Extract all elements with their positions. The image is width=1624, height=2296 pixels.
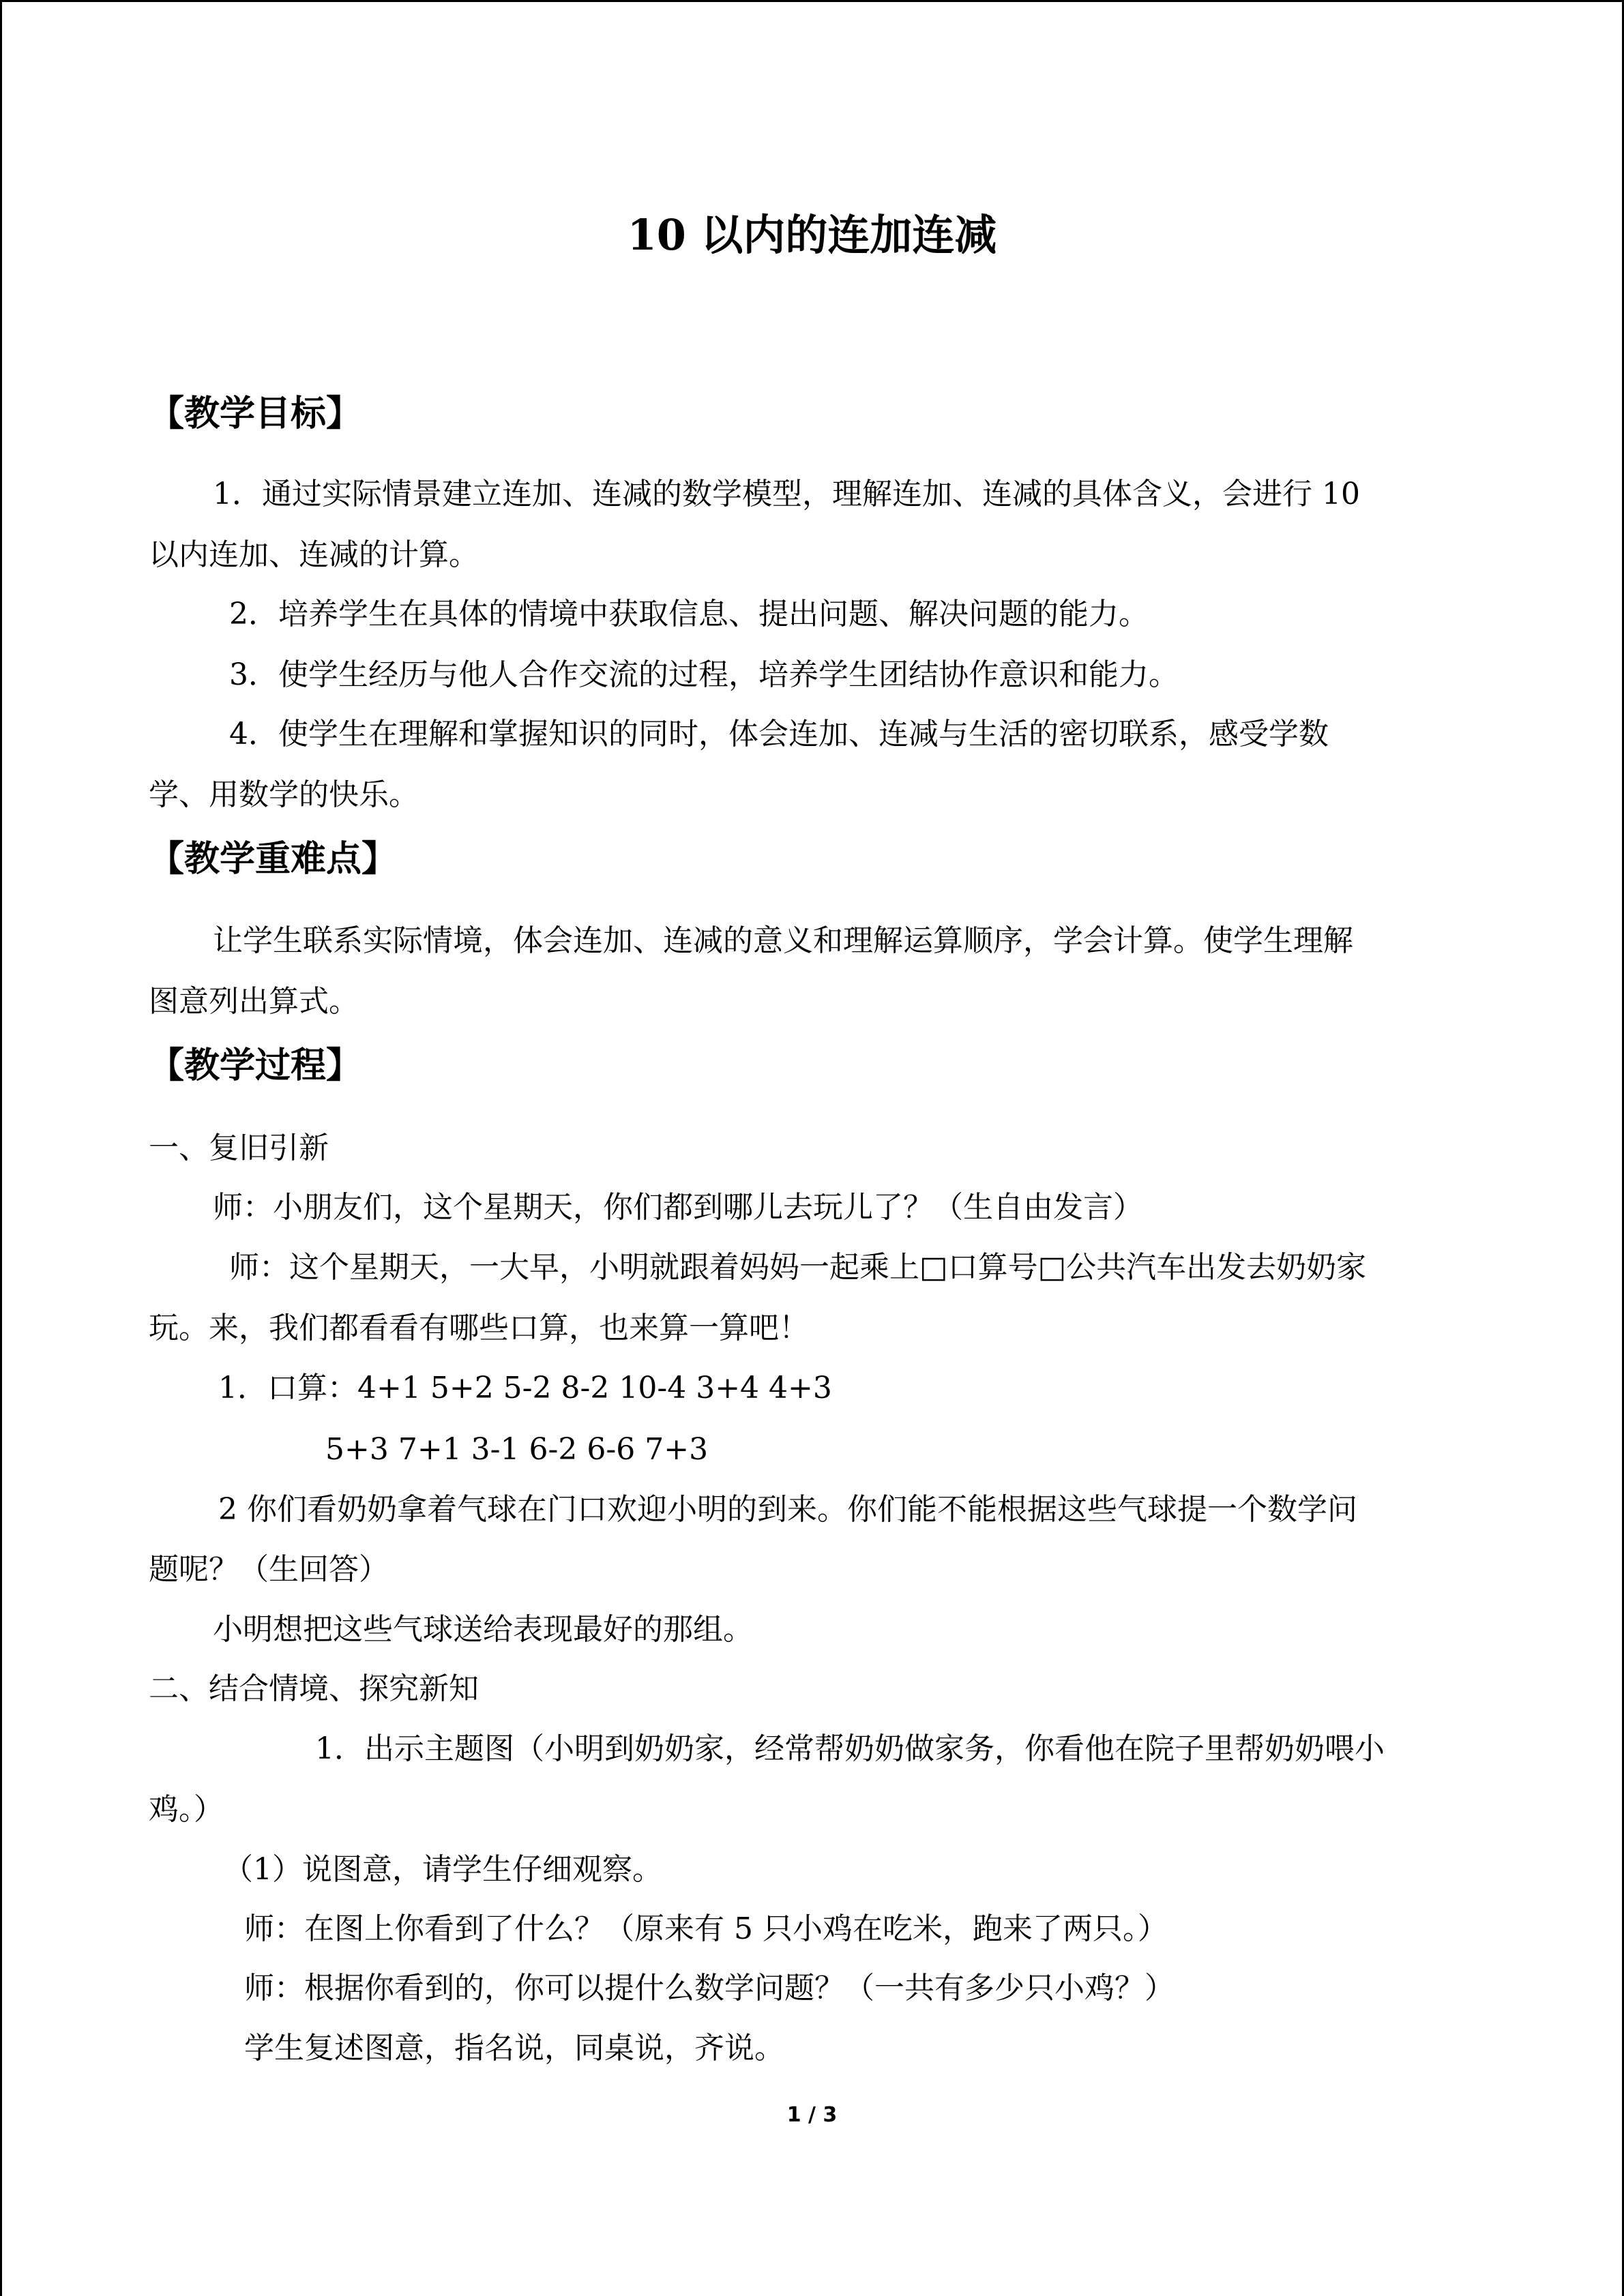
process-teacher-line-3: 师：在图上你看到了什么？（原来有 5 只小鸡在吃米，跑来了两只。） xyxy=(244,1911,1168,1946)
process-teacher-line-2b: 玩。来，我们都看看有哪些口算，也来算一算吧！ xyxy=(149,1311,809,1345)
process-section-1: 一、复旧引新 xyxy=(149,1131,329,1165)
process-retell-line: 学生复述图意，指名说，同桌说，齐说。 xyxy=(244,2031,784,2066)
key-points-line-1: 让学生联系实际情境，体会连加、连减的意义和理解运算顺序，学会计算。使学生理解 xyxy=(213,923,1353,958)
process-balloon-line: 小明想把这些气球送给表现最好的那组。 xyxy=(213,1612,753,1647)
process-teacher-line-2a: 师：这个星期天，一大早，小明就跟着妈妈一起乘上□口算号□公共汽车出发去奶奶家 xyxy=(229,1250,1367,1285)
process-section-2: 二、结合情境、探究新知 xyxy=(149,1671,479,1706)
page-border-top xyxy=(0,0,1624,2)
heading-process: 【教学过程】 xyxy=(149,1045,362,1086)
objective-2: 2．培养学生在具体的情境中获取信息、提出问题、解决问题的能力。 xyxy=(229,597,1149,631)
heading-key-points: 【教学重难点】 xyxy=(149,839,398,880)
objective-4-line-2: 学、用数学的快乐。 xyxy=(149,777,419,812)
process-teacher-line-1: 师：小朋友们，这个星期天，你们都到哪儿去玩儿了？（生自由发言） xyxy=(213,1190,1143,1225)
process-show-picture-line-1: 1．出示主题图（小明到奶奶家，经常帮奶奶做家务，你看他在院子里帮奶奶喂小 xyxy=(315,1731,1385,1766)
heading-objectives: 【教学目标】 xyxy=(149,393,362,434)
objective-1-line-2: 以内连加、连减的计算。 xyxy=(149,537,479,572)
process-mental-calc-line-2: 5+3 7+1 3-1 6-2 6-6 7+3 xyxy=(325,1432,709,1467)
process-question-2b: 题呢？（生回答） xyxy=(149,1552,389,1587)
process-sub-step-1: （1）说图意，请学生仔细观察。 xyxy=(223,1852,662,1887)
process-show-picture-line-2: 鸡。） xyxy=(149,1792,224,1827)
page-border-left xyxy=(0,0,2,2296)
objective-3: 3．使学生经历与他人合作交流的过程，培养学生团结协作意识和能力。 xyxy=(229,657,1179,692)
page-number: 1 / 3 xyxy=(786,2103,838,2127)
page-title: 10 以内的连加连减 xyxy=(627,210,997,260)
objective-4-line-1: 4．使学生在理解和掌握知识的同时，体会连加、连减与生活的密切联系，感受学数 xyxy=(229,717,1329,751)
process-teacher-line-4: 师：根据你看到的，你可以提什么数学问题？（一共有多少只小鸡？） xyxy=(244,1971,1175,2006)
process-question-2a: 2 你们看奶奶拿着气球在门口欢迎小明的到来。你们能不能根据这些气球提一个数学问 xyxy=(218,1492,1357,1527)
objective-1-line-1: 1．通过实际情景建立连加、连减的数学模型，理解连加、连减的具体含义，会进行 10 xyxy=(213,477,1360,511)
key-points-line-2: 图意列出算式。 xyxy=(149,984,359,1019)
process-mental-calc-line-1: 1．口算：4+1 5+2 5-2 8-2 10-4 3+4 4+3 xyxy=(218,1371,832,1405)
